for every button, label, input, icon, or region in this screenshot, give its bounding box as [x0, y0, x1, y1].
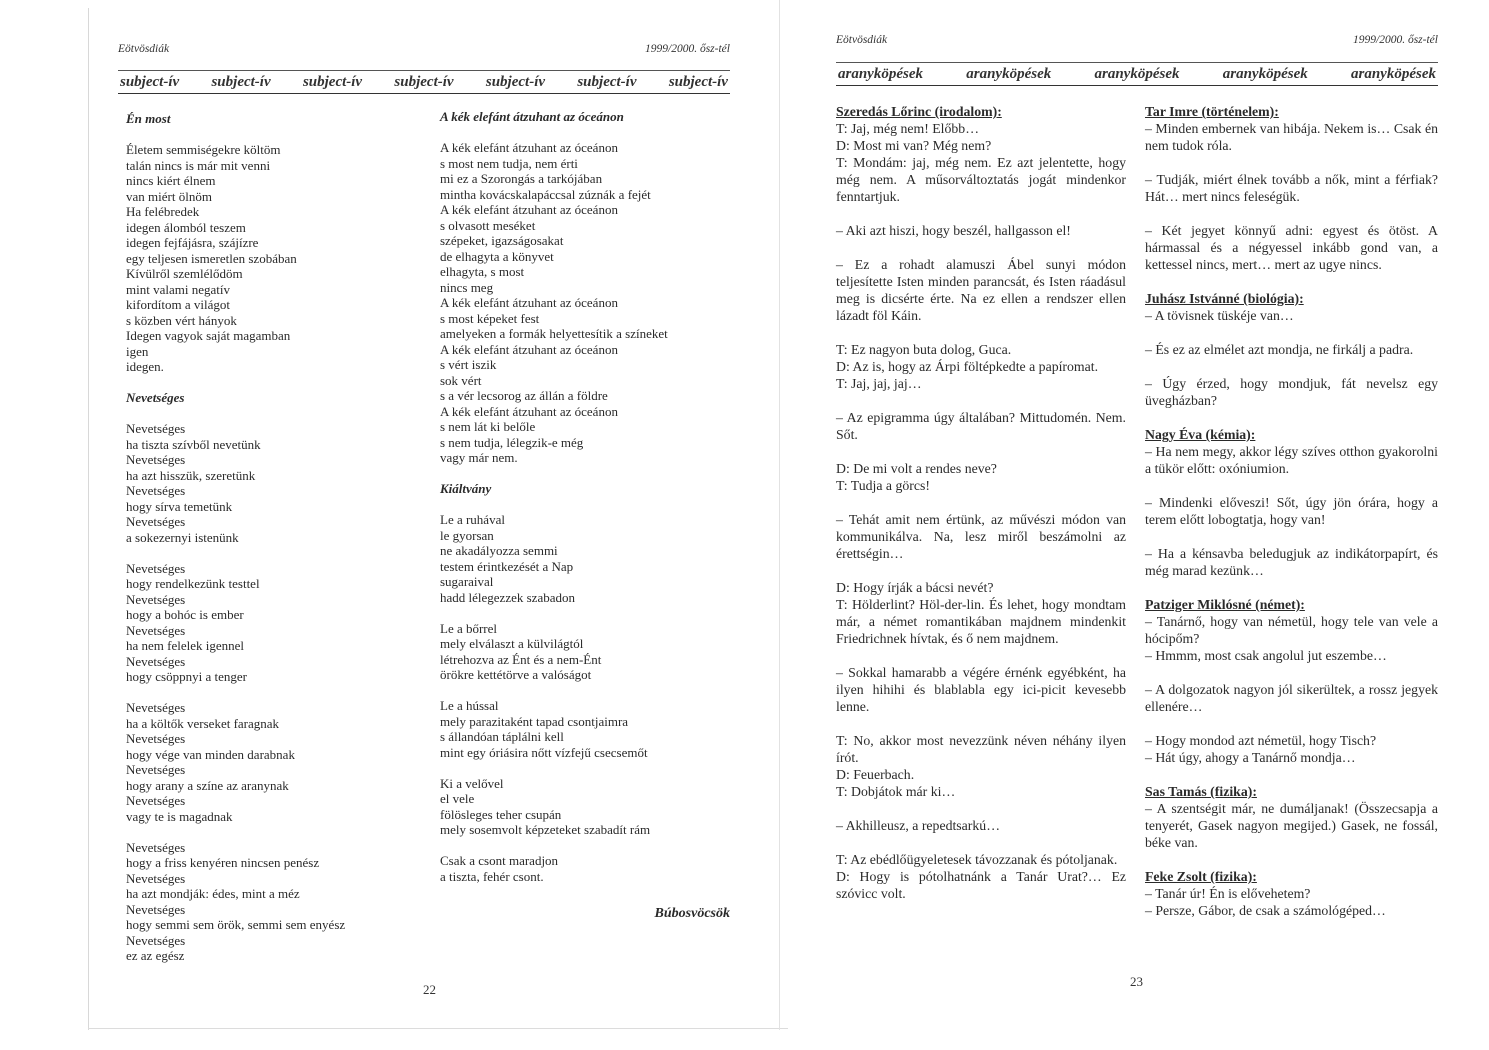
running-head — [836, 34, 1438, 50]
poem-line: mely sosemvolt képzeteket szabadít rám — [440, 822, 651, 837]
quote-line: – Tudják, miért élnek tovább a nők, mint a férfiak? Hát… mert nincs feleségük. — [1145, 172, 1438, 204]
poem-line: Nevetséges — [126, 483, 186, 498]
poem-line: Életem semmiségekre költöm — [126, 142, 281, 157]
quote-line: D: Az is, hogy az Árpi föltépkedte a papíromat. — [836, 359, 1099, 374]
poem-line: idegen fejfájásra, szájízre — [126, 235, 259, 250]
poem-en-most — [126, 111, 416, 375]
issue-date: 1999/2000. ősz-tél — [1353, 34, 1438, 46]
teacher-name: Tar Imre (történelem): — [1145, 104, 1279, 119]
section-label: subject-ív — [302, 73, 363, 90]
quote-block — [836, 409, 1126, 443]
poem-line: testem érintkezését a Nap — [440, 558, 574, 574]
quote-block — [1145, 681, 1438, 715]
poem-line: örökre kettétörve a valóságot — [440, 667, 592, 682]
poem-line: s közben vért hányok — [126, 312, 237, 328]
section-bar — [836, 62, 1438, 86]
section-label: aranyköpések — [1351, 65, 1436, 82]
quote-line: T: Dobjátok már ki… — [836, 784, 956, 799]
quote-block — [836, 341, 1126, 392]
quote-line: – Persze, Gábor, de csak a számológéped… — [1145, 903, 1386, 918]
poem-title: A kék elefánt átzuhant az óceánon — [440, 109, 624, 124]
section-label: aranyköpések — [1222, 65, 1308, 82]
quote-line: – Mindenki előveszi! Sőt, úgy jön órára, hogy a terem előtt lobogtatja, hogy van! — [1145, 495, 1438, 527]
poem-line: Nevetséges — [126, 870, 186, 886]
poem-line: Nevetséges — [126, 932, 186, 948]
quote-block — [1145, 613, 1438, 664]
poem-line: Nevetséges — [126, 591, 186, 607]
teacher-name: Feke Zsolt (fizika): — [1145, 869, 1257, 884]
poem-line: A kék elefánt átzuhant az óceánon — [440, 403, 618, 419]
poem-line: A kék elefánt átzuhant az óceánon — [440, 295, 618, 310]
poem-line: Nevetséges — [126, 622, 186, 638]
poem-line: sok vért — [440, 372, 482, 388]
quote-block — [1145, 732, 1438, 766]
poem-line: Nevetséges — [126, 901, 186, 917]
quote-line: T: Tudja a görcs! — [836, 478, 930, 493]
quote-block — [1145, 341, 1438, 358]
quote-line: – Hmmm, most csak angolul jut eszembe… — [1145, 648, 1387, 663]
section-label: subject-ív — [120, 73, 180, 90]
poem-line: ha azt mondják: édes, mint a méz — [126, 886, 300, 901]
section-label: subject-ív — [668, 73, 728, 90]
poem-line: Le a hússal — [440, 698, 499, 713]
teacher-name: Sas Tamás (fizika): — [1145, 784, 1257, 799]
poem-line: mi ez a Szorongás a tarkójában — [440, 171, 603, 186]
poem-line: a tiszta, fehér csont. — [440, 868, 544, 884]
quote-line: – Tehát amit nem értünk, az művészi módon van kommunikálva. Na, lesz miről beszámolni az érettségin… — [836, 512, 1126, 561]
poem-line: el vele — [440, 791, 475, 806]
poem-line: ez az egész — [126, 948, 185, 963]
quote-line: – A tövisnek tüskéje van… — [1145, 308, 1294, 323]
teacher-section — [836, 103, 1126, 902]
teacher-section — [1145, 290, 1438, 409]
poem-line: s állandóan táplálni kell — [440, 729, 564, 744]
page-number: 23 — [1130, 974, 1143, 989]
left-column-1 — [126, 111, 416, 964]
issue-date: 1999/2000. ősz-tél — [645, 43, 730, 55]
page-edge-left — [88, 8, 89, 1030]
quote-line: – Az epigramma úgy általában? Mittudomén. Nem. Sőt. — [836, 410, 1126, 442]
poem-line: mely elválaszt a külvilágtól — [440, 636, 584, 651]
poem-line: mint valami negatív — [126, 281, 230, 297]
poem-line: hogy csöppnyi a tenger — [126, 669, 247, 684]
poem-line: talán nincs is már mit venni — [126, 157, 271, 173]
poem-line: Nevetséges — [126, 731, 186, 746]
quote-line: – Úgy érzed, hogy mondjuk, fát nevelsz egy üvegházban? — [1145, 376, 1438, 408]
right-column-1 — [836, 103, 1126, 919]
poem-line: hogy a friss kenyéren nincsen penész — [126, 855, 320, 870]
quote-line: – Hogy mondod azt németül, hogy Tisch? — [1145, 733, 1377, 748]
quote-line: – Aki azt hiszi, hogy beszél, hallgasson el! — [836, 223, 1071, 238]
quote-block — [836, 579, 1126, 647]
quote-line: – A dolgozatok nagyon jól sikerültek, a rossz jegyek ellenére… — [1145, 682, 1438, 714]
poem-line: hogy semmi sem örök, semmi sem enyész — [126, 917, 346, 932]
quote-line: – És ez az elmélet azt mondja, ne firkálj a padra. — [1145, 342, 1414, 357]
quote-line: T: Hölderlint? Höl-der-lin. És lehet, hogy mondtam már, a német romantikában majdnem mindenkit Friedrichnek hívtak, és ő nem majdnem. — [836, 597, 1126, 646]
quote-line: – A szentségit már, ne dumáljanak! (Összecsapja a tenyerét, Gasek nagyon megijed.) Gasek, ne fossál, béke van. — [1145, 801, 1438, 850]
teacher-name: Nagy Éva (kémia): — [1145, 427, 1256, 442]
poem-line: Idegen vagyok saját magamban — [126, 328, 291, 343]
right-column-2 — [1145, 103, 1438, 936]
poem-line: s vért iszik — [440, 357, 497, 372]
quote-block — [1145, 222, 1438, 273]
poem-line: Kívülről szemlélődöm — [126, 266, 243, 281]
poem-line: kifordítom a világot — [126, 297, 230, 312]
section-bar — [118, 70, 730, 94]
quote-line: T: Mondám: jaj, még nem. Ez azt jelentette, hogy még nem. A műsorváltoztatás jogát mindenkor fenntartjuk. — [836, 155, 1126, 204]
poem-line: elhagyta, s most — [440, 264, 525, 279]
quote-block — [1145, 800, 1438, 851]
poem-line: Nevetséges — [126, 421, 186, 436]
poem-line: vagy te is magadnak — [126, 808, 233, 824]
poem-line: nincs meg — [440, 279, 494, 295]
quote-block — [1145, 171, 1438, 205]
quote-line: – Hát úgy, ahogy a Tanárnő mondja… — [1145, 750, 1356, 765]
poem-line: Ki a velővel — [440, 775, 504, 791]
teacher-section — [1145, 103, 1438, 273]
quote-line: – Tanár úr! Én is elővehetem? — [1145, 886, 1311, 901]
teacher-section — [1145, 426, 1438, 579]
poem-title: Kiáltvány — [440, 481, 492, 496]
quote-line: – Két jegyet könnyű adni: egyest és ötöst. A hármassal és a négyessel inkább gond van, a kettessel nincs, mert… mert az ugye nincs. — [1145, 223, 1438, 272]
quote-block — [1145, 375, 1438, 409]
magazine-name: Eötvösdiák — [118, 43, 170, 55]
poem-line: le gyorsan — [440, 527, 494, 543]
poem-line: s nem tudja, lélegzik-e még — [440, 434, 584, 450]
poem-line: ha azt hisszük, szeretünk — [126, 467, 256, 483]
quote-block — [836, 511, 1126, 562]
section-label: subject-ív — [394, 73, 454, 90]
poem-line: s nem lát ki belőle — [440, 419, 536, 434]
poem-line: s most nem tudja, nem érti — [440, 155, 578, 171]
poem-line: Nevetséges — [126, 839, 186, 855]
poem-line: A kék elefánt átzuhant az óceánon — [440, 341, 618, 357]
quote-block — [836, 256, 1126, 324]
magazine-name: Eötvösdiák — [836, 34, 888, 46]
poem-line: Csak a csont maradjon — [440, 853, 559, 868]
section-label: subject-ív — [211, 73, 271, 90]
poem-kek-elefant — [440, 109, 730, 466]
teacher-section — [1145, 783, 1438, 851]
poem-line: Nevetséges — [126, 762, 186, 777]
poem-line: ne akadályozza semmi — [440, 543, 558, 558]
quote-line: D: Feuerbach. — [836, 767, 915, 782]
poem-line: hogy vége van minden darabnak — [126, 746, 295, 762]
poem-line: Nevetséges — [126, 653, 186, 669]
section-label: aranyköpések — [966, 65, 1052, 82]
quote-line: – Ha nem megy, akkor légy szíves otthon gyakorolni a tükör előtt: oxóniumion. — [1145, 444, 1438, 476]
quote-line: D: Hogy is pótolhatnánk a Tanár Urat?… Ez szóvicc volt. — [836, 869, 1126, 901]
poem-line: idegen. — [126, 359, 164, 374]
poem-line: a sokezernyi istenünk — [126, 529, 239, 545]
section-label: aranyköpések — [1094, 65, 1180, 82]
quote-line: D: Most mi van? Még nem? — [836, 138, 992, 153]
poem-line: Nevetséges — [126, 514, 186, 529]
poem-line: Nevetséges — [126, 793, 186, 808]
quote-line: T: Ez nagyon buta dolog, Guca. — [836, 342, 1012, 357]
poem-line: s olvasott meséket — [440, 217, 536, 233]
poem-line: hogy sírva temetünk — [126, 498, 233, 514]
poem-line: amelyeken a formák helyettesítik a színeket — [440, 326, 668, 341]
quote-block — [836, 120, 1126, 205]
quote-line: T: Az ebédlőügyeletesek távozzanak és pótoljanak. — [836, 852, 1118, 867]
poem-line: igen — [126, 343, 149, 359]
quote-line: – Sokkal hamarabb a végére érnénk egyébként, ha ilyen hihihi és blablabla egy ici-picit kevesebb lenne. — [836, 665, 1126, 714]
teacher-section — [1145, 596, 1438, 766]
poem-line: mint egy óriásira nőtt vízfejű csecsemőt — [440, 744, 648, 760]
poem-line: ha a költők verseket faragnak — [126, 715, 280, 731]
quote-line: T: Jaj, jaj, jaj… — [836, 376, 922, 391]
poem-line: Nevetséges — [126, 700, 186, 715]
poem-line: mely parazitaként tapad csontjaimra — [440, 713, 629, 729]
quote-line: D: Hogy írják a bácsi nevét? — [836, 580, 994, 595]
poem-title: Én most — [126, 111, 171, 126]
poem-line: Le a bőrrel — [440, 620, 498, 636]
author-signature: Búbosvöcsök — [654, 906, 730, 921]
quote-block — [1145, 494, 1438, 528]
quote-block — [1145, 545, 1438, 579]
quote-block — [836, 460, 1126, 494]
poem-line: s a vér lecsorog az állán a földre — [440, 388, 608, 403]
poem-line: de elhagyta a könyvet — [440, 248, 554, 264]
poem-nevetseges — [126, 390, 416, 964]
page-22 — [118, 0, 730, 1050]
quote-line: – Ha a kénsavba beledugjuk az indikátorpapírt, és még marad kezünk… — [1145, 546, 1438, 578]
quote-line: – Akhilleusz, a repedtsarkú… — [836, 818, 1000, 833]
poem-line: Ha felébredek — [126, 204, 200, 219]
poem-line: létrehozva az Ént és a nem-Ént — [440, 651, 602, 667]
poem-line: egy teljesen ismeretlen szobában — [126, 250, 297, 266]
poem-line: fölösleges teher csupán — [440, 806, 562, 822]
poem-line: hadd lélegezzek szabadon — [440, 589, 575, 605]
teacher-name: Patziger Miklósné (német): — [1145, 597, 1305, 612]
poem-line: ha nem felelek igennel — [126, 638, 245, 653]
book-spine — [779, 0, 780, 1030]
quote-block — [1145, 307, 1438, 324]
quote-block — [1145, 885, 1438, 919]
quote-block — [1145, 443, 1438, 477]
quote-line: – Minden embernek van hibája. Nekem is… Csak én nem tudok róla. — [1145, 121, 1438, 153]
teacher-section — [1145, 868, 1438, 919]
poem-title: Nevetséges — [126, 390, 185, 405]
left-column-2 — [440, 109, 730, 884]
poem-line: sugaraival — [440, 574, 494, 589]
quote-line: D: De mi volt a rendes neve? — [836, 461, 997, 476]
quote-block — [836, 222, 1126, 239]
quote-line: T: Jaj, még nem! Előbb… — [836, 121, 980, 136]
quote-line: T: No, akkor most nevezzünk néven néhány ilyen írót. — [836, 733, 1126, 765]
running-head — [118, 43, 730, 59]
poem-line: ha tiszta szívből nevetünk — [126, 436, 261, 452]
poem-line: mintha kovácskalapáccsal zúznák a fejét — [440, 186, 651, 202]
poem-line: van miért ölnöm — [126, 188, 212, 204]
section-label: aranyköpések — [838, 65, 923, 82]
poem-line: s most képeket fest — [440, 310, 540, 326]
quote-block — [836, 851, 1126, 902]
poem-line: hogy arany a színe az aranynak — [126, 777, 289, 793]
poem-line: nincs kiért élnem — [126, 173, 216, 188]
quote-block — [1145, 120, 1438, 154]
teacher-name: Szeredás Lőrinc (irodalom): — [836, 104, 1002, 119]
quote-block — [836, 732, 1126, 800]
teacher-name: Juhász Istvánné (biológia): — [1145, 291, 1304, 306]
quote-line: – Tanárnő, hogy van németül, hogy tele van vele a hócipőm? — [1145, 614, 1438, 646]
page-23 — [836, 0, 1438, 1050]
poem-line: hogy a bohóc is ember — [126, 607, 244, 622]
section-label: subject-ív — [485, 73, 546, 90]
quote-line: – Ez a rohadt alamuszi Ábel sunyi módon teljesítette Isten minden parancsát, és Isten ráadásul meg is dicsérte érte. Na ez ellen a rendszer ellen lázadt föl Káin. — [836, 257, 1126, 323]
poem-line: Nevetséges — [126, 452, 186, 467]
poem-line: szépeket, igazságosakat — [440, 233, 564, 248]
quote-block — [836, 817, 1126, 834]
poem-line: Le a ruhával — [440, 512, 505, 527]
poem-line: idegen álomból teszem — [126, 219, 246, 235]
quote-block — [836, 664, 1126, 715]
poem-line: Nevetséges — [126, 560, 186, 576]
poem-kialtvany — [440, 481, 730, 884]
poem-line: A kék elefánt átzuhant az óceánon — [440, 140, 618, 155]
poem-line: vagy már nem. — [440, 450, 518, 465]
section-label: subject-ív — [577, 73, 637, 90]
poem-line: A kék elefánt átzuhant az óceánon — [440, 202, 618, 217]
poem-line: hogy rendelkezünk testtel — [126, 576, 260, 591]
page-number: 22 — [423, 982, 436, 997]
